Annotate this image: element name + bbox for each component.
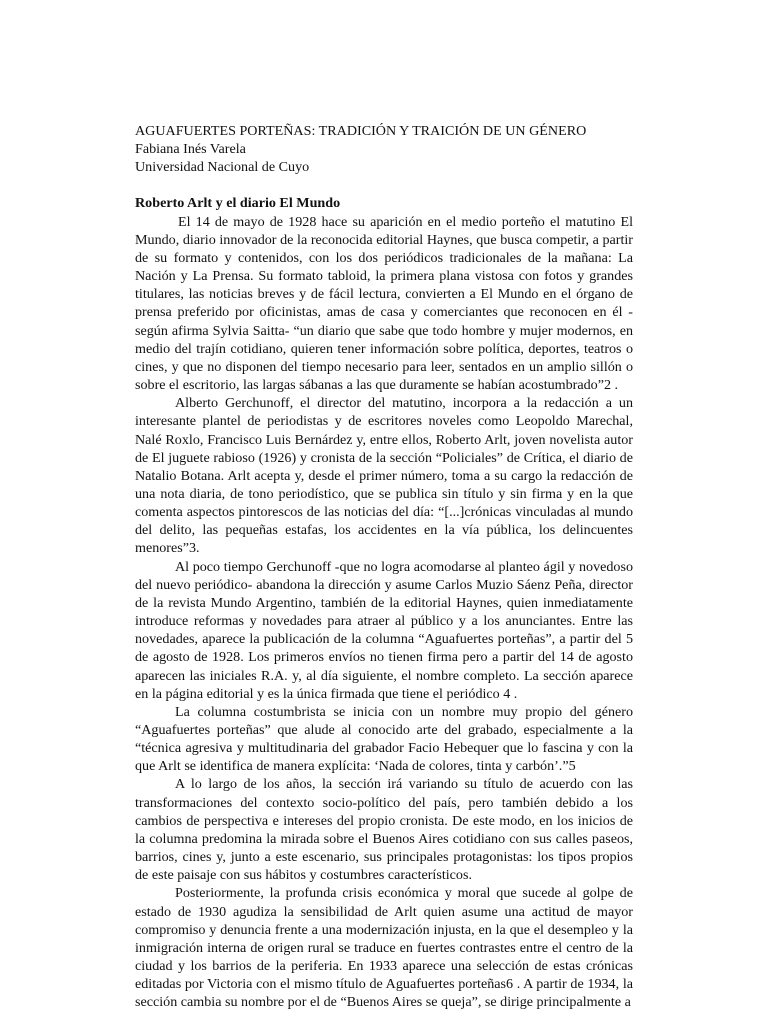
author-affiliation: Universidad Nacional de Cuyo <box>135 159 310 176</box>
body-paragraph: Al poco tiempo Gerchunoff -que no logra acomodarse al planteo ágil y novedoso del nuevo periódico- abandona la dirección y asume Carlos Muzio Sáenz Peña, director de la revista Mundo Argentino, también de la editorial Haynes, quien inmediatamente introduce reformas y novedades para atraer al público y a los anunciantes. Entre las novedades, aparece la publicación de la columna “Aguafuertes porteñas”, a partir del 5 de agosto de 1928. Los primeros envíos no tienen firma pero a partir del 14 de agosto aparecen las iniciales R.A. y, al día siguiente, el nombre completo. La sección aparece en la página editorial y es la única firmada que tiene el periódico 4 . <box>135 558 633 702</box>
body-paragraph: Posteriormente, la profunda crisis económica y moral que sucede al golpe de estado de 1930 agudiza la sensibilidad de Arlt quien asume una actitud de mayor compromiso y denuncia frente a una modernización injusta, en la que el desempleo y la inmigración interna de origen rural se traduce en fuertes contrastes entre el centro de la ciudad y los barrios de la periferia. En 1933 aparece una selección de estas crónicas editadas por Victoria con el mismo título de Aguafuertes porteñas6 . A partir de 1934, la sección cambia su nombre por el de “Buenos Aires se queja”, se dirige principalmente a <box>135 885 633 1011</box>
body-paragraph: Alberto Gerchunoff, el director del matutino, incorpora a la redacción a un interesante plantel de periodistas y de escritores noveles como Leopoldo Marechal, Nalé Roxlo, Francisco Luis Bernárdez y, entre ellos, Roberto Arlt, joven novelista autor de El juguete rabioso (1926) y cronista de la sección “Policiales” de Crítica, el diario de Natalio Botana. Arlt acepta y, desde el primer número, toma a su cargo la redacción de una nota diaria, de tono periodístico, que se publica sin título y sin firma y en la que comenta aspectos pintorescos de las noticias del día: “[...]crónicas vinculadas al mundo del delito, las pequeñas estafas, los accidentes en la vía pública, los delincuentes menores”3. <box>135 395 633 557</box>
document-title: AGUAFUERTES PORTEÑAS: TRADICIÓN Y TRAICIÓN DE UN GÉNERO <box>135 123 587 139</box>
document-page <box>135 122 633 1012</box>
body-paragraph: A lo largo de los años, la sección irá variando su título de acuerdo con las transformaciones del contexto socio-político del país, pero también debido a los cambios de perspectiva e intereses del propio cronista. De este modo, en los inicios de la columna predomina la mirada sobre el Buenos Aires cotidiano con sus calles paseos, barrios, cines y, junto a este escenario, sus principales protagonistas: los tipos propios de este paisaje con sus hábitos y costumbres característicos. <box>135 776 633 884</box>
section-heading: Roberto Arlt y el diario El Mundo <box>135 195 341 212</box>
body-paragraph: El 14 de mayo de 1928 hace su aparición en el medio porteño el matutino El Mundo, diario innovador de la reconocida editorial Haynes, que busca competir, a partir de su formato y contenidos, con los dos periódicos tradicionales de la mañana: La Nación y La Prensa. Su formato tabloid, la primera plana vistosa con fotos y grandes titulares, las noticias breves y de fácil lectura, convierten a El Mundo en el órgano de prensa preferido por oficinistas, amas de casa y comerciantes que reconocen en él -según afirma Sylvia Saitta- “un diario que sabe que todo hombre y mujer modernos, en medio del trajín cotidiano, quieren tener información sobre política, deportes, teatros o cines, y que no disponen del tiempo necesario para leer, sentados en un amplio sillón o sobre el escritorio, las largas sábanas a las que duramente se habían acostumbrado”2 . <box>135 213 633 394</box>
body-paragraph: La columna costumbrista se inicia con un nombre muy propio del género “Aguafuertes porteñas” que alude al conocido arte del grabado, especialmente a la “técnica agresiva y multitudinaria del grabador Facio Hebequer que lo fascina y con la que Arlt se identifica de manera explícita: ‘Nada de colores, tinta y carbón’.”5 <box>135 703 633 775</box>
author-name: Fabiana Inés Varela <box>135 141 246 158</box>
spacer <box>135 176 633 194</box>
